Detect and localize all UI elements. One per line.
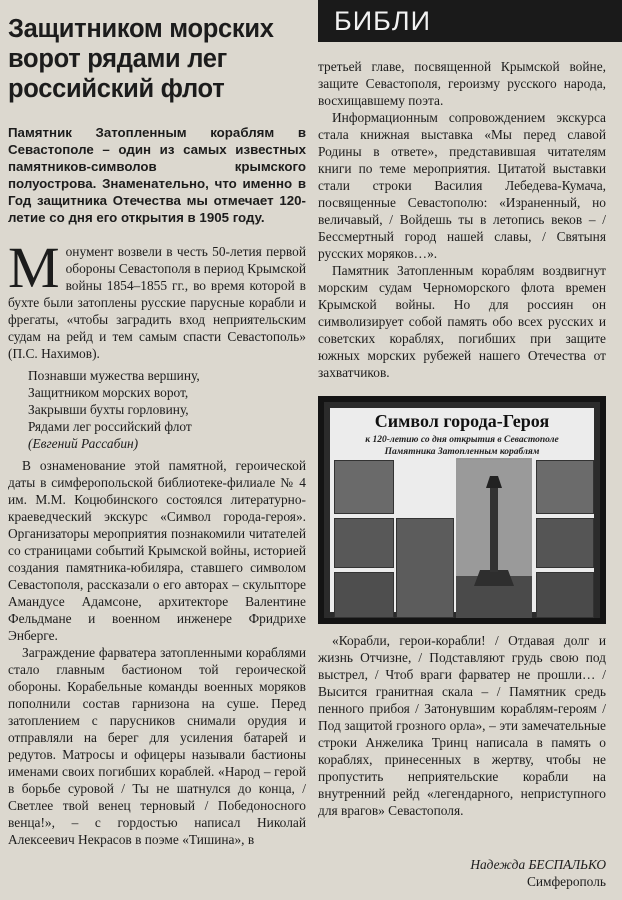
paragraph-7: «Корабли, герои-корабли! / Отдавая долг и жизнь Отчизне, / Подставляют грудь свою под выстрел, / Чтоб враги фарватер не прошли… / Высится гранитная скала – / Памятник средь пенного прибоя / Затонувшим кораблям-героям / Под защитой грозного орла», – эти замечательные строки Анжелика Тринц написала в память о кораблях, принесенных в жертву, чтобы не пропустить неприятельские корабли на внутренний рейд «легендарного, неприступного для врагов» Севастополя.	[318, 633, 606, 818]
photo-book-stand	[334, 572, 394, 618]
exhibition-poster-photo	[318, 396, 606, 624]
monument-illustration	[456, 458, 532, 618]
paragraph-3: Заграждение фарватера затопленными кораблями стало главным бастионом той героической обороны. Корабельные команды военных моряков пополнили состав гарнизона на суше. Перед затоплением с парусников снимали орудия и отправляли на берег для усиления батарей и редутов. Матросы и офицеры называли бастионы именами своих погибших кораблей. «Народ – герой в борьбе суровой / Ты не шатнулся до конца, / Светлее твой венец терновый / Победоносного венца!», – с гордостью написал Николай Алексеевич Некрасов в поэме «Тишина», в	[8, 645, 306, 847]
poster-background	[330, 408, 594, 612]
verse-line: Закрывши бухты горловину,	[28, 402, 189, 417]
paragraph-1	[8, 235, 306, 362]
photo-right-top	[536, 460, 594, 514]
poster-subtitle-line: Памятника Затопленным кораблям	[384, 447, 540, 457]
article-headline: Защитником морских ворот рядами лег российский флот	[8, 15, 274, 103]
paragraph-1-text: онумент возвели в честь 50-летия первой обороны Севастополя в период Крымской войны 1854–1855 гг., во время которой в бухте были затоплены русские парусные корабли и фрегаты, «чтобы заградить вход неприятельским судам на рейд и тем самым спасти Севастополь» (П.С. Нахимов).	[8, 244, 306, 361]
paragraph-4: третьей главе, посвященной Крымской войне, защите Севастополя, героизму русского народа, восхищавшему поэта.	[318, 59, 606, 108]
poster-subtitle	[330, 434, 594, 458]
article-lead: Памятник Затопленным кораблям в Севастополе – один из самых известных памятников-символов крымского полуострова. Знаменательно, что именно в Год защитника Отечества мы отмечает 120-летие со дня его открытия в 1905 году.	[8, 125, 306, 225]
verse-author: (Евгений Рассабин)	[28, 436, 139, 451]
photo-right-bottom	[536, 572, 594, 618]
verse-line: Защитником морских ворот,	[28, 385, 189, 400]
paragraph-2: В ознаменование этой памятной, героической даты в симферопольской библиотеке-филиале № 4 им. М.М. Коцюбинского состоялся литературно-краеведческий экскурс «Символ города-героя». Организаторы мероприятия познакомили читателей со страницами событий Крымской войны, историей создания памятника-юбиляра, ставшего символом Севастополя, рассказали о его авторах – скульпторе Амандусе Адамсоне, архитекторе Валентине Фельдмане и военном инженере Фридрихе Энберге.	[8, 458, 306, 643]
author-name: Надежда БЕСПАЛЬКО	[470, 857, 606, 872]
photo-right-middle	[536, 518, 594, 568]
section-label: БИБЛИ	[318, 0, 622, 42]
paragraph-5: Информационным сопровождением экскурса стала книжная выставка «Мы перед славой Родины в ответе», представившая читателям книги по теме мероприятия. Цитатой выставки стали строки Василия Лебедева-Кумача, посвященные Севастополю: «Израненный, но величавый, / Войдешь ты в летопись веков – / Бессмертный город нашей славы, / Святыня русских моряков…».	[318, 110, 606, 261]
paragraph-6: Памятник Затопленным кораблям воздвигнут морским судам Черноморского флота времен Крымской войны. Но для россиян он символизирует собой память обо всех русских и советских кораблях, погибших при защите южных морских рубежей нашего Отечества от захватчиков.	[318, 263, 606, 380]
right-column-bottom	[318, 632, 606, 819]
verse-line: Познавши мужества вершину,	[28, 368, 200, 383]
photo-exhibition-shelf	[396, 518, 454, 618]
poster-title: Символ города-Героя	[374, 411, 550, 431]
photo-book-display	[334, 518, 394, 568]
author-signature	[470, 856, 606, 890]
verse-line: Рядами лег российский флот	[28, 419, 192, 434]
author-city: Симферополь	[526, 874, 606, 889]
rock-base	[474, 570, 514, 586]
right-column	[318, 58, 606, 381]
photo-library-reader	[334, 460, 394, 514]
monument-column	[490, 488, 498, 572]
epigraph-verse	[28, 367, 306, 452]
drop-cap: М	[8, 235, 60, 300]
left-column	[8, 235, 306, 848]
poster-subtitle-line: к 120-летию со дня открытия в Севастополе	[365, 435, 559, 445]
